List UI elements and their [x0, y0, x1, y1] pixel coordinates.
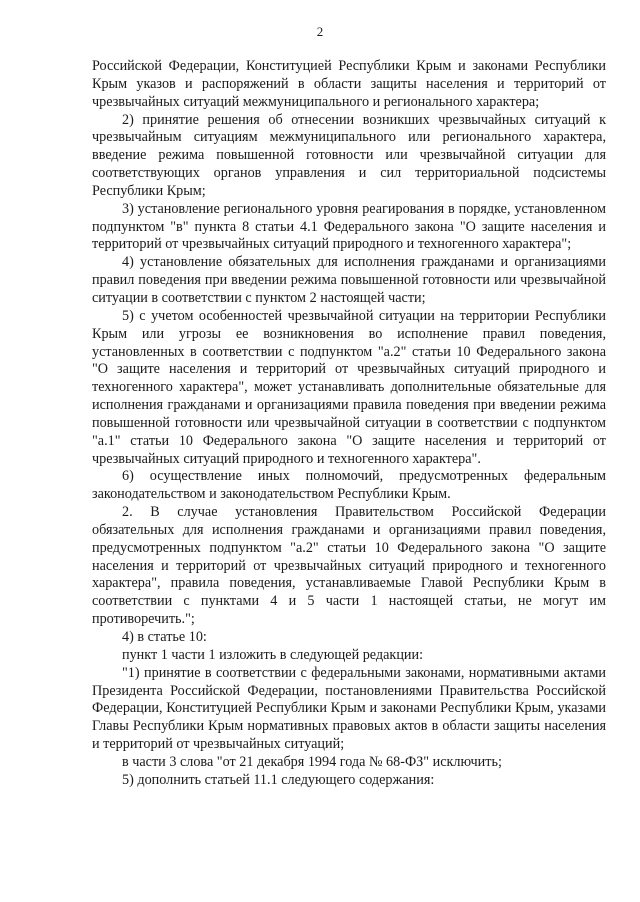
document-body	[92, 58, 606, 790]
paragraph-item-6: 6) осуществление иных полномочий, предусмотренных федеральным законодательством и законодательством Республики Крым.	[92, 468, 606, 503]
paragraph-item-3: 3) установление регионального уровня реагирования в порядке, установленном подпунктом "в" пункта 8 статьи 4.1 Федерального закона "О защите населения и территорий от чрезвычайных ситуаций природного и техногенного характера";	[92, 200, 606, 253]
paragraph-item-2: 2) принятие решения об отнесении возникших чрезвычайных ситуаций к чрезвычайным ситуациям межмуниципального или регионального характера, введение режима повышенной готовности или чрезвычайной ситуации для соответствующих органов управления и сил территориальной подсистемы Республики Крым;	[92, 111, 606, 199]
paragraph-amendment-4-point-1: пункт 1 части 1 изложить в следующей редакции:	[122, 646, 424, 663]
paragraph-amendment-5: 5) дополнить статьей 11.1 следующего содержания:	[122, 771, 435, 788]
paragraph-amendment-4-part-3: в части 3 слова "от 21 декабря 1994 года № 68-ФЗ" исключить;	[122, 753, 502, 770]
paragraph-item-4: 4) установление обязательных для исполнения гражданами и организациями правил поведения при введении режима повышенной готовности или чрезвычайной ситуации в соответствии с пунктом 2 настоящей части;	[92, 254, 606, 306]
page-number: 2	[316, 24, 324, 39]
paragraph-continuation: Российской Федерации, Конституцией Республики Крым и законами Республики Крым указов и распоряжений в области защиты населения и территорий от чрезвычайных ситуаций межмуниципального и регионального характера;	[92, 58, 606, 110]
paragraph-item-5: 5) с учетом особенностей чрезвычайной ситуации на территории Республики Крым или угрозы ее возникновения во исполнение правил поведения, установленных в соответствии с подпунктом "а.2" статьи 10 Федерального закона "О защите населения и территорий от чрезвычайных ситуаций природного и техногенного характера", может устанавливать дополнительные обязательные для исполнения гражданами и организациями правила поведения при введении режима повышенной готовности или чрезвычайной ситуации в соответствии с подпунктом "а.1" статьи 10 Федерального закона "О защите населения и территорий от чрезвычайных ситуаций природного и техногенного характера".	[92, 307, 606, 467]
paragraph-amendment-4: 4) в статье 10:	[122, 629, 207, 645]
paragraph-clause-2: 2. В случае установления Правительством Российской Федерации обязательных для исполнения гражданами и организациями правил поведения, предусмотренных подпунктом "а.2" статьи 10 Федерального закона "О защите населения и территорий от чрезвычайных ситуаций природного и техногенного характера", правила поведения, устанавливаемые Главой Республики Крым в соответствии с пунктами 4 и 5 части 1 настоящей статьи, не могут им противоречить.";	[92, 504, 606, 628]
paragraph-amendment-4-new-text: "1) принятие в соответствии с федеральными законами, нормативными актами Президента Российской Федерации, постановлениями Правительства Российской Федерации, Конституцией Республики Крым и законами Республики Крым, указами Главы Республики Крым нормативных правовых актов в области защиты населения и территорий от чрезвычайных ситуаций;	[92, 664, 606, 753]
